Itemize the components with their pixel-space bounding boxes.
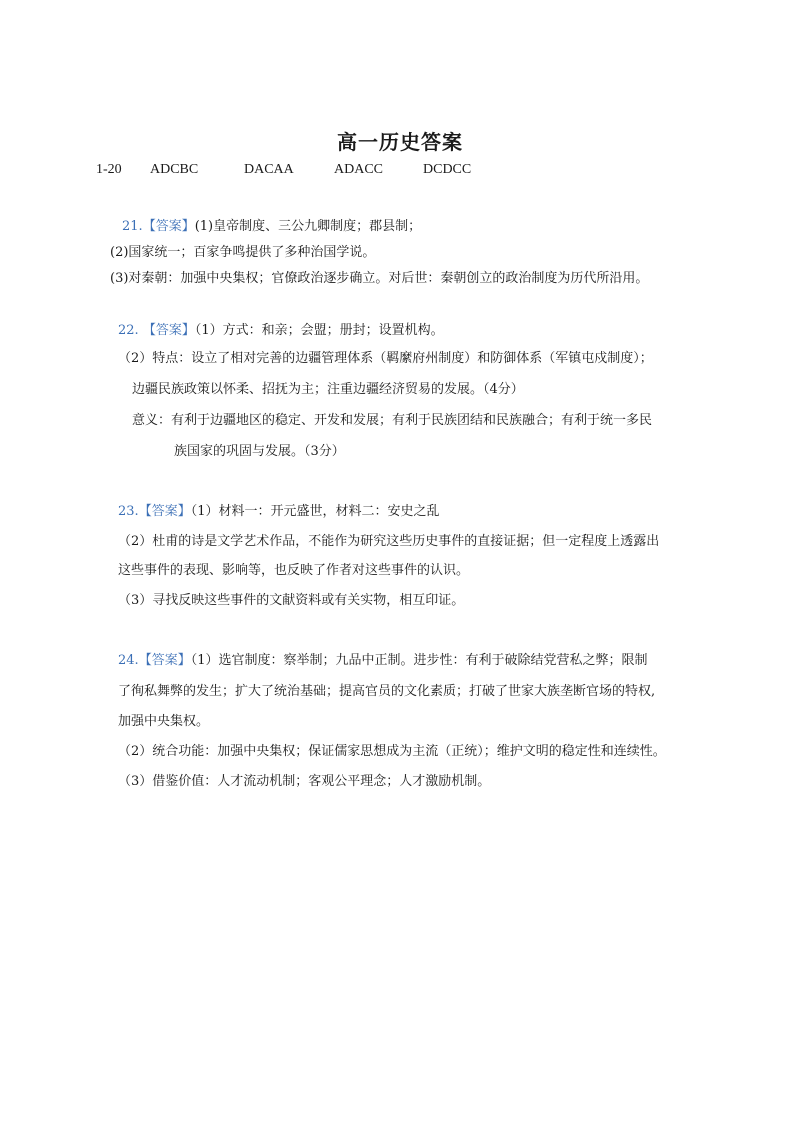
q24-answer-line-3: 加强中央集权。 bbox=[118, 714, 210, 729]
choice-group-2: DACAA bbox=[244, 162, 294, 177]
q22-number: 22. bbox=[118, 323, 139, 338]
q23-number: 23. bbox=[118, 504, 139, 519]
q22-answer-tag: 【答案】 bbox=[142, 323, 195, 338]
q21-answer-tag: 【答案】 bbox=[142, 219, 195, 234]
q21-answer-line-1 bbox=[122, 218, 421, 236]
q24-answer-line-2: 了徇私舞弊的发生；扩大了统治基础；提高官员的文化素质；打破了世家大族垄断官场的特权, bbox=[118, 684, 656, 699]
q21-answer-line-2: (2)国家统一；百家争鸣提供了多种治国学说。 bbox=[110, 245, 376, 260]
q21-number: 21. bbox=[122, 219, 143, 234]
q23-answer-line-1 bbox=[118, 503, 439, 521]
q22-answer-line-4: 意义：有利于边疆地区的稳定、开发和发展；有利于民族团结和民族融合；有利于统一多民 bbox=[132, 413, 653, 428]
q22-answer-line-5: 族国家的巩固与发展。（3分） bbox=[174, 444, 345, 459]
choice-range: 1-20 bbox=[96, 162, 122, 177]
q22-answer-line-2: （2）特点：设立了相对完善的边疆管理体系（羁縻府州制度）和防御体系（军镇屯戍制度）； bbox=[118, 351, 653, 366]
q23-answer-line-2: （2）杜甫的诗是文学艺术作品，不能作为研究这些历史事件的直接证据；但一定程度上透露出 bbox=[118, 534, 660, 549]
q22-answer-line-3: 边疆民族政策以怀柔、招抚为主；注重边疆经济贸易的发展。（4分） bbox=[132, 382, 524, 397]
q23-text-1: （1）材料一：开元盛世，材料二：安史之乱 bbox=[190, 504, 440, 519]
q23-answer-line-4: （3）寻找反映这些事件的文献资料或有关实物，相互印证。 bbox=[118, 593, 465, 608]
choice-group-4: DCDCC bbox=[423, 162, 472, 177]
choice-group-3: ADACC bbox=[334, 162, 384, 177]
q23-answer-line-3: 这些事件的表现、影响等，也反映了作者对这些事件的认识。 bbox=[118, 563, 470, 578]
q21-text-1: (1)皇帝制度、三公九卿制度；郡县制； bbox=[194, 219, 422, 234]
q24-answer-tag: 【答案】 bbox=[138, 653, 191, 668]
choice-group-1: ADCBC bbox=[150, 162, 199, 177]
q21-answer-line-3: (3)对秦朝：加强中央集权；官僚政治逐步确立。对后世：秦朝创立的政治制度为历代所沿用。 bbox=[110, 271, 649, 286]
q24-number: 24. bbox=[118, 653, 139, 668]
q24-answer-line-4: （2）统合功能：加强中央集权；保证儒家思想成为主流（正统）；维护文明的稳定性和连续性。 bbox=[118, 744, 666, 759]
q22-answer-line-1 bbox=[118, 322, 444, 340]
page-title: 高一历史答案 bbox=[337, 130, 463, 154]
q24-answer-line-5: （3）借鉴价值：人才流动机制；客观公平理念；人才激励机制。 bbox=[118, 774, 491, 789]
q24-text-1: （1）选官制度：察举制；九品中正制。进步性：有利于破除结党营私之弊；限制 bbox=[190, 653, 648, 668]
q22-text-1: （1）方式：和亲；会盟；册封；设置机构。 bbox=[194, 323, 444, 338]
q23-answer-tag: 【答案】 bbox=[138, 504, 191, 519]
q24-answer-line-1 bbox=[118, 652, 647, 670]
